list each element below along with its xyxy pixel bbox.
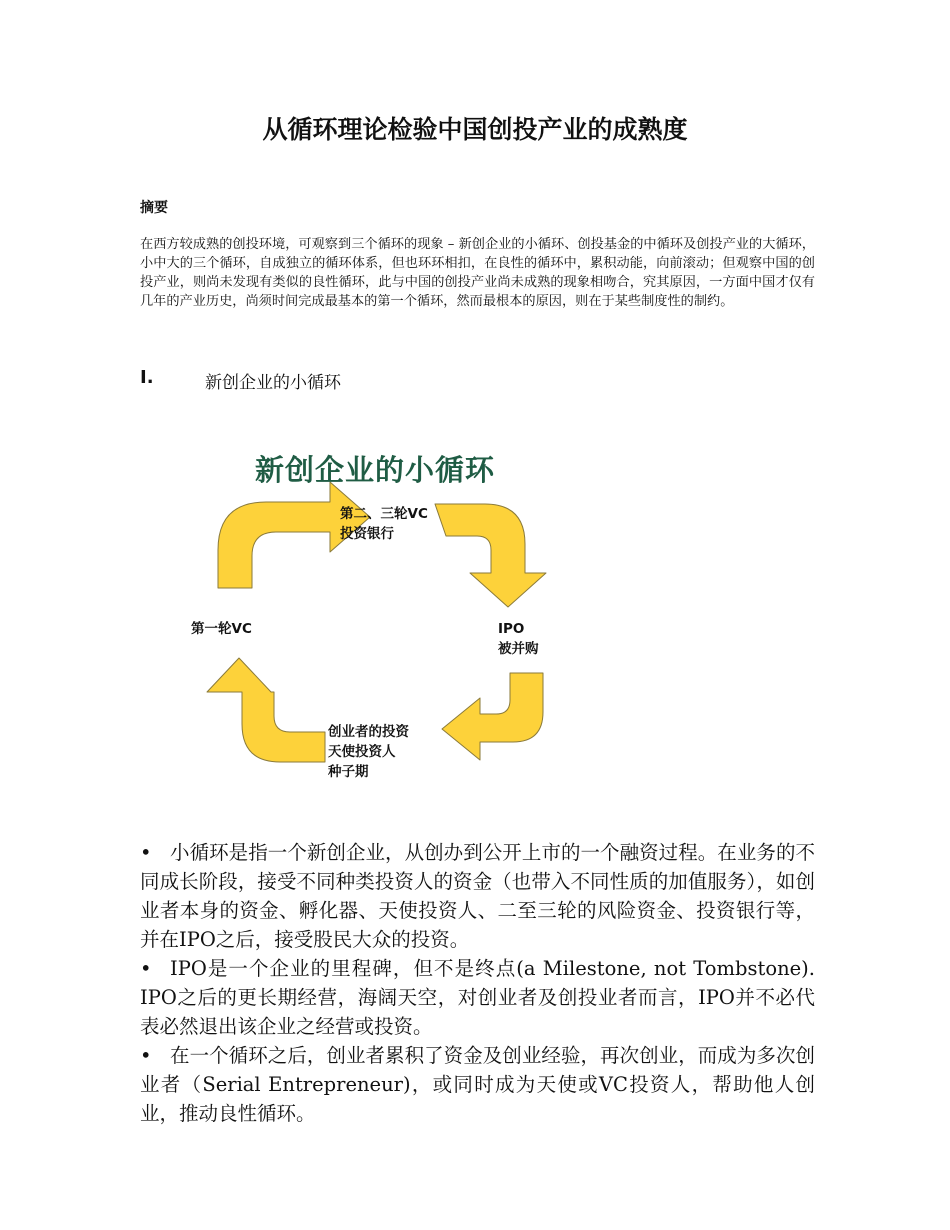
label-first-round-vc: 第一轮VC xyxy=(191,621,252,637)
bullet-item xyxy=(140,1041,815,1128)
abstract-body: 在西方较成熟的创投环境，可观察到三个循环的现象 – 新创企业的小循环、创投基金的中循环及创投产业的大循环，小中大的三个循环，自成独立的循环体系，但也环环相扣，在良性的循环中，累积动能，向前滚动；但观察中国的创投产业，则尚未发现有类似的良性循环，此与中国的创投产业尚未成熟的现象相吻合，究其原因，一方面中国才仅有几年的产业历史，尚须时间完成最基本的第一个循环，然而最根本的原因，则在于某些制度性的制约。 xyxy=(140,237,815,309)
arrow-down-left xyxy=(442,673,543,760)
label-line: 创业者的投资 xyxy=(328,724,409,740)
bullet-text: 在一个循环之后，创业者累积了资金及创业经验，再次创业，而成为多次创业者（Serial Entrepreneur)，或同时成为天使或VC投资人，帮助他人创业，推动良性循环。 xyxy=(140,1044,815,1125)
label-line: 天使投资人 xyxy=(328,744,396,760)
label-line: IPO xyxy=(498,621,525,637)
startup-cycle-diagram xyxy=(180,440,580,800)
bullet-marker: • xyxy=(140,1044,152,1067)
label-ipo xyxy=(498,619,539,659)
label-founder-investment xyxy=(328,722,409,782)
section-title: 新创企业的小循环 xyxy=(205,373,341,393)
abstract-heading: 摘要 xyxy=(140,200,168,216)
label-line: 被并购 xyxy=(498,641,539,657)
bullet-text: IPO是一个企业的里程碑，但不是终点(a Milestone, not Tombstone). IPO之后的更长期经营，海阔天空，对创业者及创投业者而言，IPO并不必代表必然退出该企业之经营或投资。 xyxy=(140,957,815,1038)
arrow-left-up xyxy=(207,658,325,762)
bullet-list xyxy=(140,838,815,1128)
bullet-item xyxy=(140,954,815,1041)
label-line: 第二、三轮VC xyxy=(340,506,428,522)
section-number: I. xyxy=(140,367,154,388)
label-line: 投资银行 xyxy=(340,526,394,542)
bullet-text: 小循环是指一个新创企业，从创办到公开上市的一个融资过程。在业务的不同成长阶段，接受不同种类投资人的资金（也带入不同性质的加值服务），如创业者本身的资金、孵化器、天使投资人、二至三轮的风险资金、投资银行等，并在IPO之后，接受股民大众的投资。 xyxy=(140,841,815,951)
arrow-right-down xyxy=(435,504,546,607)
label-second-third-round-vc xyxy=(340,504,428,544)
label-line: 种子期 xyxy=(328,764,369,780)
bullet-marker: • xyxy=(140,957,152,980)
bullet-item xyxy=(140,838,815,954)
document-title: 从循环理论检验中国创投产业的成熟度 xyxy=(262,115,688,144)
bullet-marker: • xyxy=(140,841,152,864)
diagram-title: 新创企业的小循环 xyxy=(255,453,496,487)
